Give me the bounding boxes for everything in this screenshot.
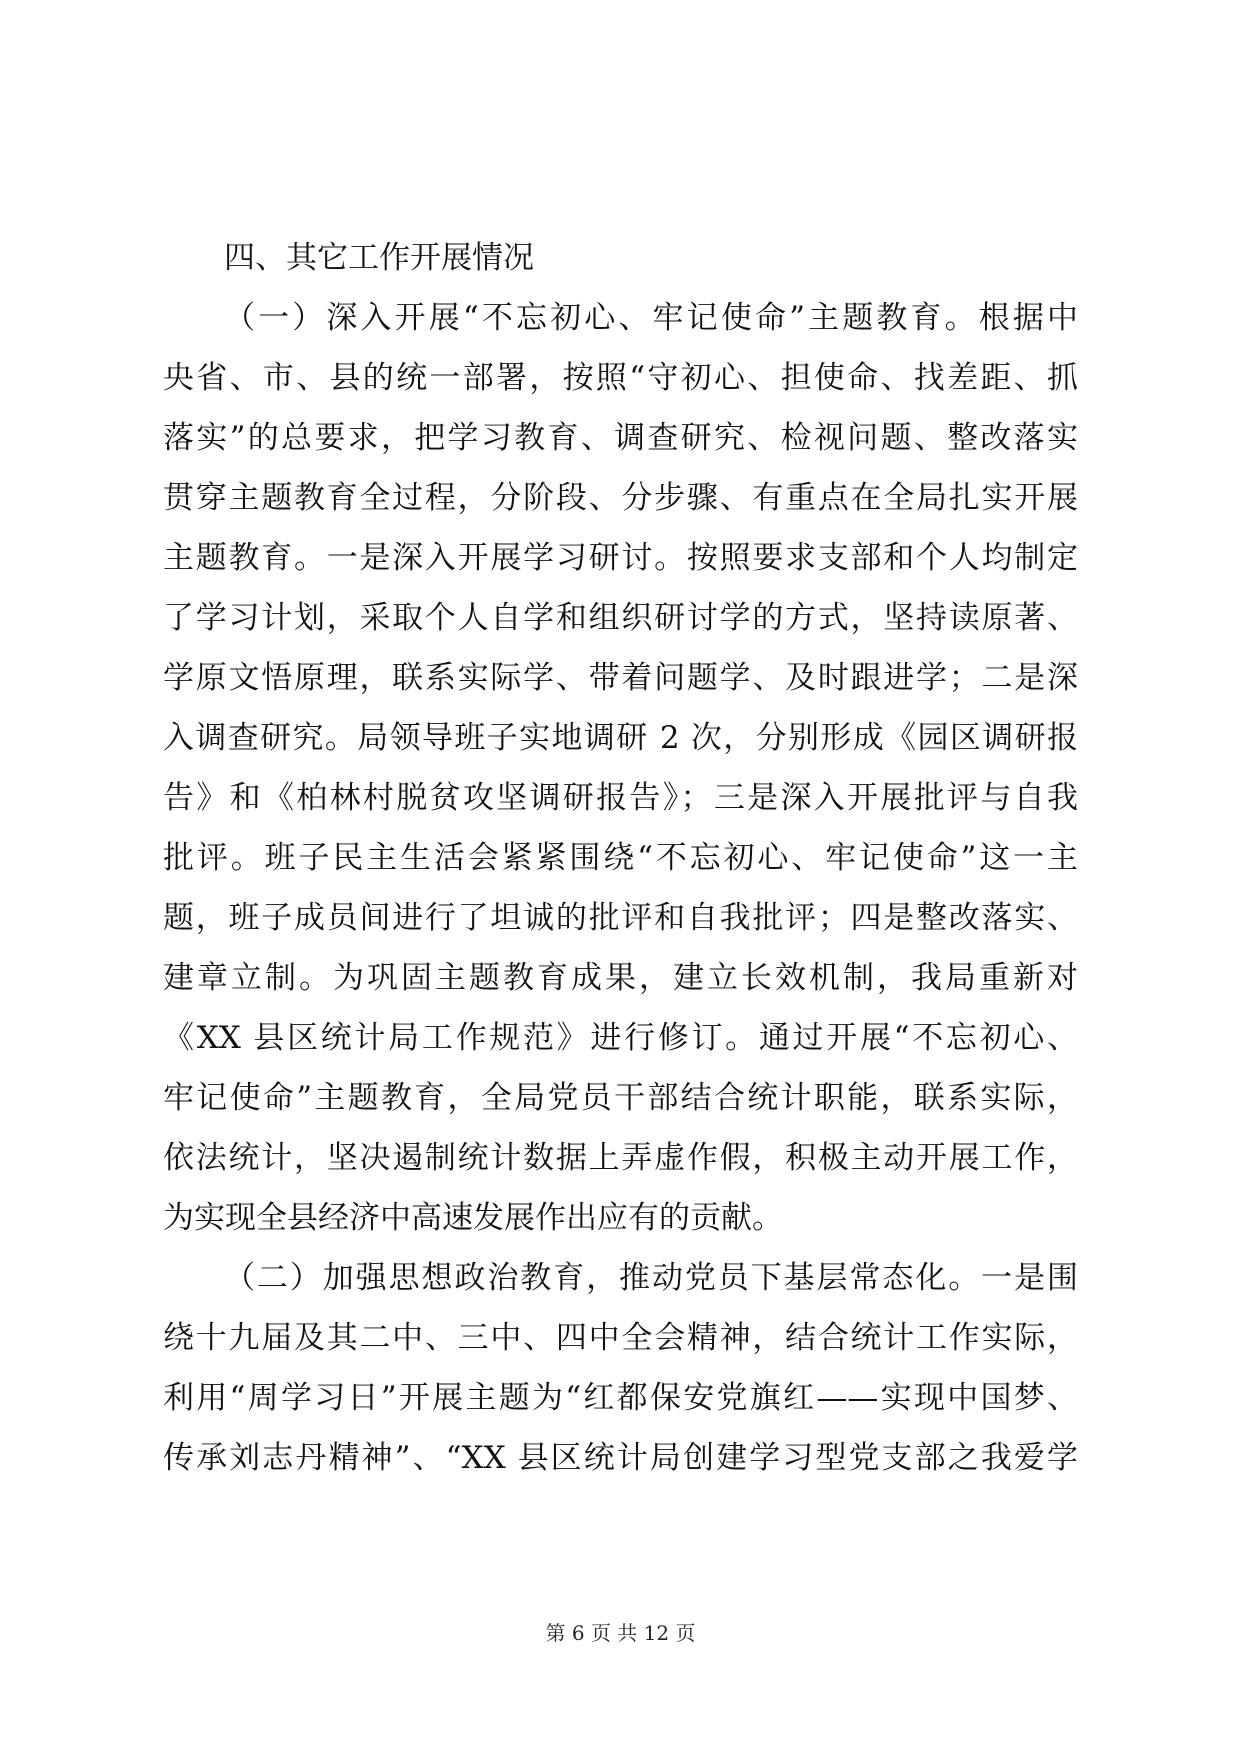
- paragraph-1-line-9: 告》和《柏林村脱贫攻坚调研报告》；三是深入开展批评与自我: [163, 780, 1078, 816]
- paragraph-1-line-8: 入调查研究。局领导班子实地调研 2 次，分别形成《园区调研报: [163, 720, 1078, 756]
- paragraph-1-line-12: 建章立制。为巩固主题教育成果，建立长效机制，我局重新对: [163, 960, 1078, 996]
- page-number-footer: 第 6 页 共 12 页: [545, 1621, 696, 1645]
- paragraph-1-line-4: 贯穿主题教育全过程，分阶段、分步骤、有重点在全局扎实开展: [163, 480, 1078, 516]
- paragraph-1-line-16: 为实现全县经济中高速发展作出应有的贡献。: [163, 1200, 783, 1236]
- paragraph-2-line-2: 绕十九届及其二中、三中、四中全会精神，结合统计工作实际，: [163, 1320, 1078, 1356]
- paragraph-1-line-2: 央省、市、县的统一部署，按照“守初心、担使命、找差距、抓: [163, 360, 1078, 396]
- paragraph-1-line-14: 牢记使命”主题教育，全局党员干部结合统计职能，联系实际，: [163, 1080, 1078, 1116]
- paragraph-2-line-4: 传承刘志丹精神”、“XX 县区统计局创建学习型党支部之我爱学: [163, 1440, 1078, 1476]
- paragraph-1-line-7: 学原文悟原理，联系实际学、带着问题学、及时跟进学；二是深: [163, 660, 1078, 696]
- paragraph-1-line-1: （一）深入开展“不忘初心、牢记使命”主题教育。根据中: [224, 300, 1078, 336]
- paragraph-1-line-10: 批评。班子民主生活会紧紧围绕“不忘初心、牢记使命”这一主: [163, 840, 1078, 876]
- paragraph-2-line-1: （二）加强思想政治教育，推动党员下基层常态化。一是围: [224, 1260, 1078, 1296]
- section-heading: 四、其它工作开展情况: [224, 240, 534, 276]
- paragraph-1-line-5: 主题教育。一是深入开展学习研讨。按照要求支部和个人均制定: [163, 540, 1078, 576]
- paragraph-1-line-6: 了学习计划，采取个人自学和组织研讨学的方式，坚持读原著、: [163, 600, 1078, 636]
- paragraph-1-line-3: 落实”的总要求，把学习教育、调查研究、检视问题、整改落实: [163, 420, 1078, 456]
- paragraph-1-line-13: 《XX 县区统计局工作规范》进行修订。通过开展“不忘初心、: [163, 1020, 1078, 1056]
- paragraph-1-line-11: 题，班子成员间进行了坦诚的批评和自我批评；四是整改落实、: [163, 900, 1078, 936]
- paragraph-1-line-15: 依法统计，坚决遏制统计数据上弄虚作假，积极主动开展工作，: [163, 1140, 1078, 1176]
- paragraph-2-line-3: 利用“周学习日”开展主题为“红都保安党旗红——实现中国梦、: [163, 1380, 1078, 1416]
